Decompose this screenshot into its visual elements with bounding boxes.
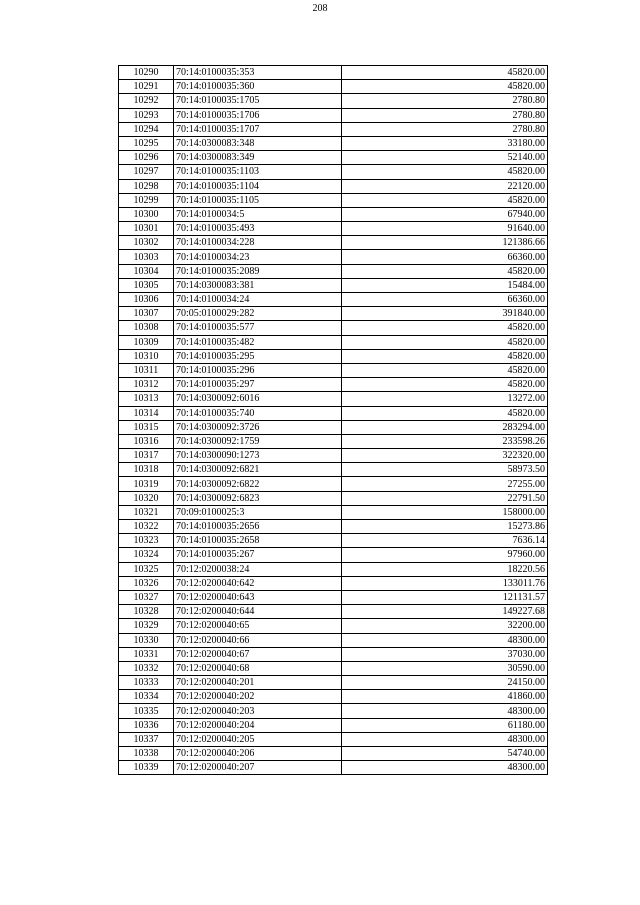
row-number-cell: 10307 xyxy=(119,307,174,321)
row-number-cell: 10327 xyxy=(119,590,174,604)
row-number-cell: 10294 xyxy=(119,122,174,136)
amount-cell: 2780.80 xyxy=(342,94,548,108)
row-number-cell: 10322 xyxy=(119,520,174,534)
amount-cell: 2780.80 xyxy=(342,108,548,122)
cadastral-number-cell: 70:12:0200040:205 xyxy=(174,732,342,746)
amount-cell: 67940.00 xyxy=(342,207,548,221)
table-row xyxy=(119,647,548,661)
cadastral-number-cell: 70:14:0100035:2656 xyxy=(174,520,342,534)
row-number-cell: 10328 xyxy=(119,605,174,619)
amount-cell: 48300.00 xyxy=(342,761,548,775)
table-row xyxy=(119,236,548,250)
cadastral-number-cell: 70:14:0300083:349 xyxy=(174,151,342,165)
row-number-cell: 10310 xyxy=(119,349,174,363)
amount-cell: 97960.00 xyxy=(342,548,548,562)
table-row xyxy=(119,363,548,377)
table-row xyxy=(119,704,548,718)
cadastral-number-cell: 70:14:0300092:1759 xyxy=(174,434,342,448)
cadastral-number-cell: 70:14:0300092:6016 xyxy=(174,392,342,406)
amount-cell: 233598.26 xyxy=(342,434,548,448)
row-number-cell: 10301 xyxy=(119,222,174,236)
amount-cell: 41860.00 xyxy=(342,690,548,704)
row-number-cell: 10326 xyxy=(119,576,174,590)
cadastral-number-cell: 70:12:0200040:68 xyxy=(174,661,342,675)
row-number-cell: 10298 xyxy=(119,179,174,193)
table-row xyxy=(119,562,548,576)
table-row xyxy=(119,534,548,548)
table-row xyxy=(119,633,548,647)
cadastral-number-cell: 70:14:0300083:381 xyxy=(174,278,342,292)
amount-cell: 15273.86 xyxy=(342,520,548,534)
table-row xyxy=(119,477,548,491)
amount-cell: 45820.00 xyxy=(342,321,548,335)
cadastral-number-cell: 70:12:0200040:202 xyxy=(174,690,342,704)
table-row xyxy=(119,80,548,94)
amount-cell: 391840.00 xyxy=(342,307,548,321)
row-number-cell: 10336 xyxy=(119,718,174,732)
table-row xyxy=(119,732,548,746)
amount-cell: 52140.00 xyxy=(342,151,548,165)
row-number-cell: 10324 xyxy=(119,548,174,562)
cadastral-number-cell: 70:14:0100035:2089 xyxy=(174,264,342,278)
amount-cell: 7636.14 xyxy=(342,534,548,548)
cadastral-number-cell: 70:12:0200040:66 xyxy=(174,633,342,647)
row-number-cell: 10303 xyxy=(119,250,174,264)
table-row xyxy=(119,66,548,80)
table-row xyxy=(119,151,548,165)
table-row xyxy=(119,690,548,704)
amount-cell: 22791.50 xyxy=(342,491,548,505)
cadastral-number-cell: 70:14:0300092:6823 xyxy=(174,491,342,505)
amount-cell: 48300.00 xyxy=(342,704,548,718)
amount-cell: 121386.66 xyxy=(342,236,548,250)
table-row xyxy=(119,676,548,690)
table-row xyxy=(119,378,548,392)
table-row xyxy=(119,293,548,307)
amount-cell: 45820.00 xyxy=(342,264,548,278)
table-row xyxy=(119,590,548,604)
amount-cell: 121131.57 xyxy=(342,590,548,604)
table-row xyxy=(119,193,548,207)
amount-cell: 37030.00 xyxy=(342,647,548,661)
row-number-cell: 10318 xyxy=(119,463,174,477)
row-number-cell: 10330 xyxy=(119,633,174,647)
table-row xyxy=(119,491,548,505)
amount-cell: 45820.00 xyxy=(342,378,548,392)
amount-cell: 45820.00 xyxy=(342,335,548,349)
row-number-cell: 10317 xyxy=(119,449,174,463)
cadastral-number-cell: 70:12:0200040:67 xyxy=(174,647,342,661)
row-number-cell: 10332 xyxy=(119,661,174,675)
amount-cell: 48300.00 xyxy=(342,732,548,746)
row-number-cell: 10290 xyxy=(119,66,174,80)
table-row xyxy=(119,165,548,179)
cadastral-number-cell: 70:12:0200040:644 xyxy=(174,605,342,619)
cadastral-table xyxy=(118,65,548,775)
amount-cell: 91640.00 xyxy=(342,222,548,236)
table-row xyxy=(119,94,548,108)
amount-cell: 33180.00 xyxy=(342,136,548,150)
table-row xyxy=(119,136,548,150)
cadastral-number-cell: 70:14:0300092:3726 xyxy=(174,420,342,434)
cadastral-number-cell: 70:12:0200040:643 xyxy=(174,590,342,604)
cadastral-number-cell: 70:12:0200038:24 xyxy=(174,562,342,576)
cadastral-number-cell: 70:09:0100025:3 xyxy=(174,505,342,519)
row-number-cell: 10329 xyxy=(119,619,174,633)
table-row xyxy=(119,222,548,236)
row-number-cell: 10321 xyxy=(119,505,174,519)
table-row xyxy=(119,122,548,136)
table-row xyxy=(119,278,548,292)
amount-cell: 45820.00 xyxy=(342,66,548,80)
amount-cell: 45820.00 xyxy=(342,363,548,377)
amount-cell: 22120.00 xyxy=(342,179,548,193)
amount-cell: 13272.00 xyxy=(342,392,548,406)
cadastral-number-cell: 70:14:0300083:348 xyxy=(174,136,342,150)
row-number-cell: 10323 xyxy=(119,534,174,548)
row-number-cell: 10333 xyxy=(119,676,174,690)
cadastral-number-cell: 70:12:0200040:207 xyxy=(174,761,342,775)
cadastral-number-cell: 70:14:0100035:297 xyxy=(174,378,342,392)
row-number-cell: 10339 xyxy=(119,761,174,775)
amount-cell: 30590.00 xyxy=(342,661,548,675)
table-body xyxy=(119,66,548,775)
amount-cell: 18220.56 xyxy=(342,562,548,576)
table-row xyxy=(119,718,548,732)
row-number-cell: 10312 xyxy=(119,378,174,392)
cadastral-number-cell: 70:12:0200040:203 xyxy=(174,704,342,718)
cadastral-number-cell: 70:12:0200040:201 xyxy=(174,676,342,690)
amount-cell: 45820.00 xyxy=(342,406,548,420)
amount-cell: 149227.68 xyxy=(342,605,548,619)
cadastral-number-cell: 70:12:0200040:206 xyxy=(174,747,342,761)
cadastral-number-cell: 70:14:0100035:267 xyxy=(174,548,342,562)
amount-cell: 322320.00 xyxy=(342,449,548,463)
row-number-cell: 10315 xyxy=(119,420,174,434)
row-number-cell: 10308 xyxy=(119,321,174,335)
amount-cell: 45820.00 xyxy=(342,349,548,363)
amount-cell: 61180.00 xyxy=(342,718,548,732)
amount-cell: 48300.00 xyxy=(342,633,548,647)
table-row xyxy=(119,250,548,264)
row-number-cell: 10334 xyxy=(119,690,174,704)
row-number-cell: 10293 xyxy=(119,108,174,122)
cadastral-number-cell: 70:14:0300090:1273 xyxy=(174,449,342,463)
table-row xyxy=(119,548,548,562)
row-number-cell: 10299 xyxy=(119,193,174,207)
table-row xyxy=(119,505,548,519)
cadastral-number-cell: 70:14:0100034:23 xyxy=(174,250,342,264)
table-row xyxy=(119,463,548,477)
table-row xyxy=(119,349,548,363)
amount-cell: 15484.00 xyxy=(342,278,548,292)
table-row xyxy=(119,605,548,619)
cadastral-number-cell: 70:14:0100035:353 xyxy=(174,66,342,80)
cadastral-number-cell: 70:14:0100035:493 xyxy=(174,222,342,236)
cadastral-number-cell: 70:12:0200040:65 xyxy=(174,619,342,633)
row-number-cell: 10331 xyxy=(119,647,174,661)
amount-cell: 158000.00 xyxy=(342,505,548,519)
table-row xyxy=(119,335,548,349)
cadastral-number-cell: 70:14:0100035:1707 xyxy=(174,122,342,136)
row-number-cell: 10335 xyxy=(119,704,174,718)
cadastral-number-cell: 70:14:0100035:577 xyxy=(174,321,342,335)
amount-cell: 32200.00 xyxy=(342,619,548,633)
row-number-cell: 10304 xyxy=(119,264,174,278)
table-row xyxy=(119,321,548,335)
cadastral-number-cell: 70:12:0200040:204 xyxy=(174,718,342,732)
cadastral-number-cell: 70:14:0100035:1105 xyxy=(174,193,342,207)
row-number-cell: 10337 xyxy=(119,732,174,746)
cadastral-number-cell: 70:14:0100034:24 xyxy=(174,293,342,307)
row-number-cell: 10316 xyxy=(119,434,174,448)
table-row xyxy=(119,761,548,775)
cadastral-number-cell: 70:14:0100035:295 xyxy=(174,349,342,363)
cadastral-number-cell: 70:14:0100035:296 xyxy=(174,363,342,377)
amount-cell: 66360.00 xyxy=(342,250,548,264)
cadastral-number-cell: 70:14:0100034:228 xyxy=(174,236,342,250)
cadastral-number-cell: 70:14:0100035:740 xyxy=(174,406,342,420)
amount-cell: 66360.00 xyxy=(342,293,548,307)
table-row xyxy=(119,747,548,761)
cadastral-number-cell: 70:14:0100035:1706 xyxy=(174,108,342,122)
row-number-cell: 10296 xyxy=(119,151,174,165)
cadastral-number-cell: 70:14:0100035:1104 xyxy=(174,179,342,193)
table-row xyxy=(119,108,548,122)
table-row xyxy=(119,307,548,321)
table-row xyxy=(119,420,548,434)
table-row xyxy=(119,264,548,278)
row-number-cell: 10309 xyxy=(119,335,174,349)
cadastral-number-cell: 70:14:0100035:2658 xyxy=(174,534,342,548)
cadastral-number-cell: 70:14:0300092:6822 xyxy=(174,477,342,491)
table-row xyxy=(119,449,548,463)
amount-cell: 45820.00 xyxy=(342,165,548,179)
cadastral-number-cell: 70:14:0100035:360 xyxy=(174,80,342,94)
amount-cell: 45820.00 xyxy=(342,193,548,207)
amount-cell: 2780.80 xyxy=(342,122,548,136)
row-number-cell: 10295 xyxy=(119,136,174,150)
table-row xyxy=(119,661,548,675)
row-number-cell: 10338 xyxy=(119,747,174,761)
page-number: 208 xyxy=(312,3,328,14)
cadastral-number-cell: 70:14:0100034:5 xyxy=(174,207,342,221)
amount-cell: 54740.00 xyxy=(342,747,548,761)
cadastral-number-cell: 70:05:0100029:282 xyxy=(174,307,342,321)
amount-cell: 58973.50 xyxy=(342,463,548,477)
amount-cell: 283294.00 xyxy=(342,420,548,434)
amount-cell: 27255.00 xyxy=(342,477,548,491)
amount-cell: 24150.00 xyxy=(342,676,548,690)
cadastral-number-cell: 70:12:0200040:642 xyxy=(174,576,342,590)
row-number-cell: 10325 xyxy=(119,562,174,576)
row-number-cell: 10302 xyxy=(119,236,174,250)
amount-cell: 45820.00 xyxy=(342,80,548,94)
row-number-cell: 10291 xyxy=(119,80,174,94)
row-number-cell: 10320 xyxy=(119,491,174,505)
row-number-cell: 10313 xyxy=(119,392,174,406)
table-row xyxy=(119,207,548,221)
row-number-cell: 10311 xyxy=(119,363,174,377)
table-row xyxy=(119,392,548,406)
table-row xyxy=(119,520,548,534)
row-number-cell: 10300 xyxy=(119,207,174,221)
row-number-cell: 10314 xyxy=(119,406,174,420)
table-row xyxy=(119,619,548,633)
row-number-cell: 10306 xyxy=(119,293,174,307)
cadastral-number-cell: 70:14:0100035:1103 xyxy=(174,165,342,179)
row-number-cell: 10297 xyxy=(119,165,174,179)
amount-cell: 133011.76 xyxy=(342,576,548,590)
row-number-cell: 10305 xyxy=(119,278,174,292)
row-number-cell: 10292 xyxy=(119,94,174,108)
cadastral-number-cell: 70:14:0300092:6821 xyxy=(174,463,342,477)
cadastral-number-cell: 70:14:0100035:482 xyxy=(174,335,342,349)
table-row xyxy=(119,406,548,420)
row-number-cell: 10319 xyxy=(119,477,174,491)
table-row xyxy=(119,179,548,193)
table-row xyxy=(119,576,548,590)
cadastral-number-cell: 70:14:0100035:1705 xyxy=(174,94,342,108)
table-row xyxy=(119,434,548,448)
